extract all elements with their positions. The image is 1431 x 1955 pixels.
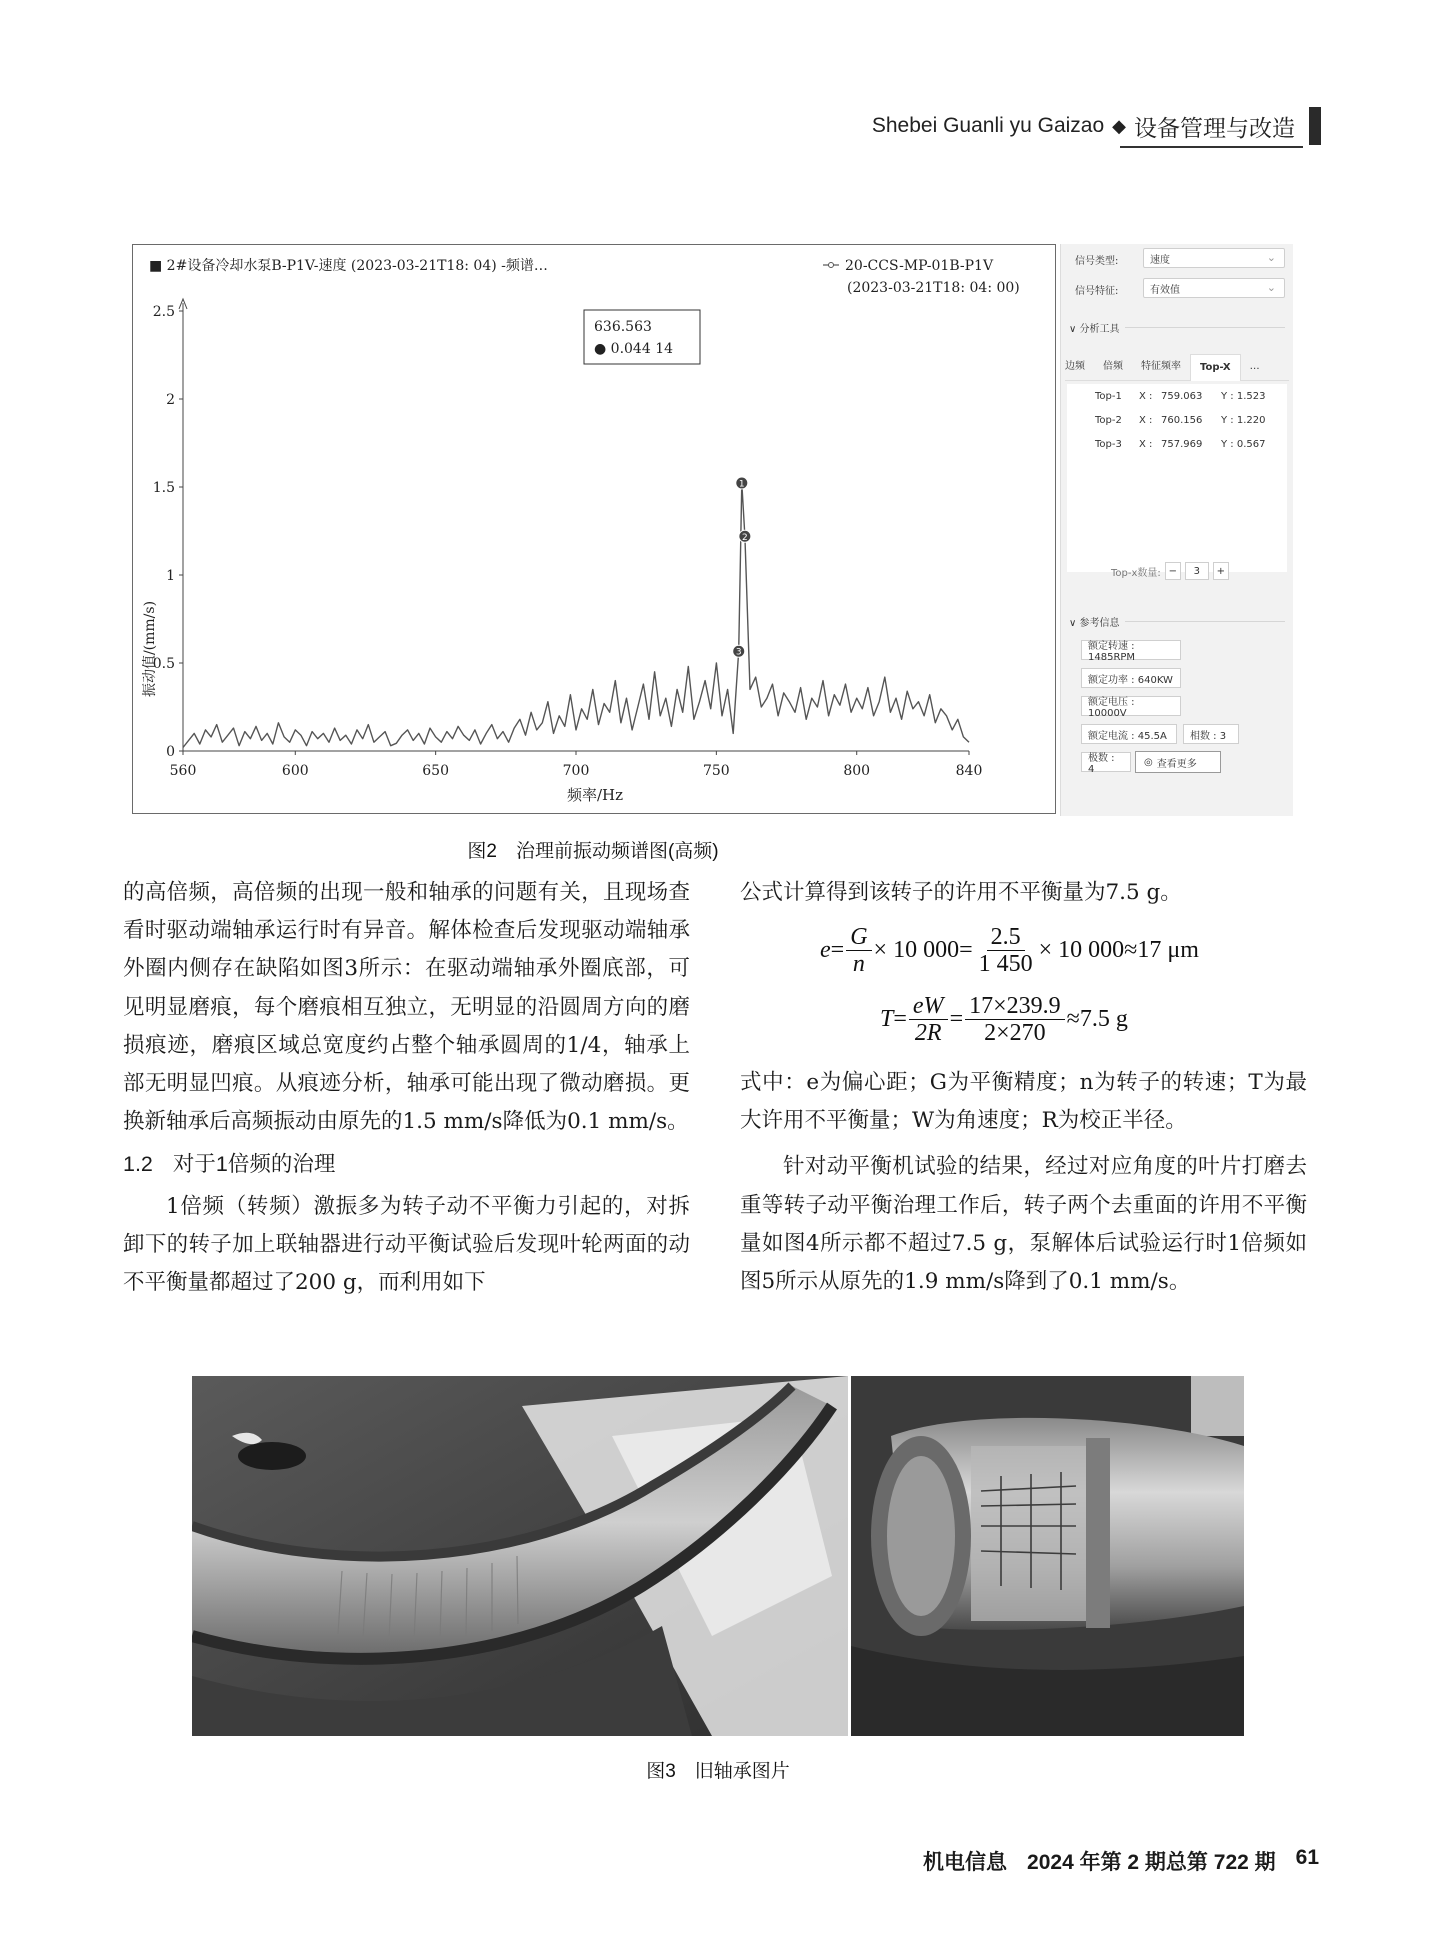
y-tick-label: 2 [166, 392, 175, 408]
tab-harmonic[interactable]: 倍频 [1103, 361, 1123, 372]
rated-speed-text: 额定转速 : 1485RPM [1088, 641, 1136, 663]
right-paragraph-3: 针对动平衡机试验的结果，经过对应角度的叶片打磨去重等转子动平衡治理工作后，转子两个去重面的许用不平衡量如图4所示都不超过7.5 g，泵解体后试验运行时1倍频如图5所示从原先的1.9 mm/s降到了0.1 mm/s。 [740, 1154, 1307, 1295]
chart-x-axis-label: 频率/Hz [566, 786, 624, 804]
phases-text: 相数 : 3 [1190, 730, 1227, 742]
analysis-tools-label: 分析工具 [1079, 324, 1120, 335]
figure-2-caption: 图2 治理前振动频谱图(高频) [467, 841, 719, 862]
tooltip-x-value: 636.563 [594, 319, 652, 335]
view-more-label: 查看更多 [1156, 758, 1197, 770]
y-tick-label: 0.5 [152, 656, 175, 672]
analysis-tools-section[interactable] [1069, 320, 1120, 335]
formula2-eq1: = [893, 1006, 907, 1032]
top-x-label: X : [1139, 415, 1153, 426]
signal-feature-select[interactable] [1143, 278, 1285, 298]
right-column-body [740, 1064, 1307, 1301]
old-bearing-shaft-photo [851, 1376, 1244, 1736]
spectrum-chart [133, 245, 1055, 813]
formula-allowable-unbalance [880, 993, 1128, 1046]
peak-marker-label: 1 [738, 479, 745, 490]
rated-current-badge [1081, 724, 1177, 744]
formula2-frac1-num: eW [909, 993, 948, 1020]
issue-info: 2024 年第 2 期总第 722 期 [1027, 1851, 1276, 1874]
x-tick-label: 700 [562, 763, 590, 779]
top-y-value: Y : 1.220 [1221, 415, 1266, 426]
rated-voltage-text: 额定电压 : 10000V [1088, 697, 1135, 719]
left-paragraph-1: 的高倍频，高倍频的出现一般和轴承的问题有关，且现场查看时驱动端轴承运行时有异音。解体检查后发现驱动端轴承外圈内侧存在缺陷如图3所示：在驱动端轴承外圈底部，可见明显磨痕，每个磨痕相互独立，无明显的沿圆周方向的磨损痕迹，磨痕区域总宽度约占整个轴承圆周的1/4，轴承上部无明显凹痕。从痕迹分析，轴承可能出现了微动磨损。更换新轴承后高频振动由原先的1.5 mm/s降低为0.1 mm/s。 [123, 880, 690, 1135]
tab-sideband[interactable]: 边频 [1065, 361, 1085, 372]
header-separator: ◆ [1112, 115, 1126, 136]
tab-more[interactable]: … [1249, 361, 1260, 372]
right-paragraph-2: 式中：e为偏心距；G为平衡精度；n为转子的转速；T为最大许用不平衡量；W为角速度；R为校正半径。 [740, 1070, 1307, 1134]
old-bearing-outer-ring-photo [192, 1376, 848, 1736]
formula2-rhs: ≈7.5 g [1066, 1006, 1128, 1032]
top-x-value: 757.969 [1161, 439, 1203, 450]
signal-type-label: 信号类型: [1075, 256, 1119, 267]
top-x-list [1067, 384, 1287, 572]
decrement-button[interactable]: − [1165, 562, 1181, 580]
tab-feature-frequency[interactable]: 特征频率 [1141, 361, 1181, 372]
left-paragraph-2: 1倍频（转频）激振多为转子动不平衡力引起的，对拆卸下的转子加上联轴器进行动平衡试验后发现叶轮两面的动不平衡量都超过了200 g，而利用如下 [123, 1193, 690, 1296]
view-more-button[interactable] [1135, 751, 1221, 773]
peak-marker-label: 2 [741, 532, 748, 543]
y-tick-label: 1 [166, 568, 175, 584]
phases-badge [1183, 724, 1239, 744]
chevron-down-icon: ∨ [1069, 324, 1080, 335]
eye-icon: ◎ [1144, 756, 1153, 768]
chart-tooltip [584, 310, 700, 364]
right-paragraph-1: 公式计算得到该转子的许用不平衡量为7.5 g。 [740, 880, 1182, 905]
formula2-lhs: T [880, 1006, 894, 1032]
legend-line-icon [823, 263, 839, 268]
section-title: 对于1倍频的治理 [172, 1152, 336, 1177]
header-rule [1120, 146, 1303, 148]
rated-power-badge [1081, 668, 1181, 688]
x-tick-label: 840 [955, 763, 983, 779]
formula1-frac2-den: 1 450 [978, 951, 1033, 977]
x-tick-label: 800 [843, 763, 871, 779]
header-pinyin-title: Shebei Guanli yu Gaizao [871, 114, 1105, 137]
x-tick-label: 600 [281, 763, 309, 779]
chevron-down-icon: ⌄ [1266, 251, 1276, 264]
signal-type-value: 速度 [1150, 254, 1170, 266]
formula1-frac1-num: G [846, 924, 871, 951]
signal-type-row [1075, 252, 1118, 267]
rated-speed-badge [1081, 640, 1181, 663]
running-header [872, 108, 1321, 144]
analysis-tabs [1065, 354, 1289, 381]
chart-legend-right-line1: 20-CCS-MP-01B-P1V [845, 258, 994, 274]
top-name: Top-1 [1095, 391, 1122, 402]
signal-feature-value: 有效值 [1150, 284, 1180, 296]
list-item[interactable] [1067, 410, 1287, 432]
top-x-count-stepper [1111, 562, 1229, 580]
top-x-count-label: Top-x数量: [1111, 567, 1161, 579]
formula1-frac1 [846, 924, 871, 977]
tab-top-x[interactable]: Top-X [1190, 354, 1241, 381]
right-column-intro [740, 874, 1307, 912]
top-name: Top-2 [1095, 415, 1122, 426]
formula1-mid: × 10 000= [873, 937, 973, 963]
formula2-frac1 [909, 993, 948, 1046]
top-x-value: 759.063 [1161, 391, 1203, 402]
rated-voltage-badge [1081, 696, 1181, 719]
reference-info-label: 参考信息 [1079, 618, 1120, 629]
increment-button[interactable]: + [1213, 562, 1229, 580]
figure-3-caption: 图3 旧轴承图片 [646, 1761, 790, 1782]
left-column [123, 874, 690, 1302]
chart-legend-right-line2: (2023-03-21T18: 04: 00) [847, 280, 1020, 296]
header-column-title: 设备管理与改造 [1134, 114, 1295, 141]
top-x-value: 760.156 [1161, 415, 1203, 426]
formula2-eq2: = [949, 1006, 964, 1032]
formula1-rhs: × 10 000≈17 μm [1038, 937, 1199, 963]
bearing-ring-image [192, 1376, 848, 1736]
formula1-frac2-num: 2.5 [987, 924, 1025, 951]
page-footer [923, 1846, 1319, 1876]
tooltip-y-value: ● 0.044 14 [594, 341, 674, 357]
header-block-bar [1309, 107, 1321, 145]
top-y-value: Y : 0.567 [1221, 439, 1266, 450]
top-x-label: X : [1139, 391, 1153, 402]
top-name: Top-3 [1095, 439, 1122, 450]
y-tick-label: 1.5 [152, 480, 175, 496]
y-tick-label: 0 [166, 744, 175, 760]
formula2-frac2-num: 17×239.9 [965, 993, 1065, 1020]
section-number: 1.2 [123, 1152, 153, 1177]
top-y-value: Y : 1.523 [1221, 391, 1266, 402]
analysis-side-panel [1060, 244, 1293, 816]
top-x-count-value[interactable]: 3 [1185, 562, 1209, 580]
poles-text: 极数 : 4 [1088, 753, 1115, 775]
rated-power-text: 额定功率 : 640KW [1088, 674, 1173, 686]
chart-legend-left: ■ 2#设备冷却水泵B-P1V-速度 (2023-03-21T18: 04) -频谱… [149, 258, 548, 274]
x-tick-label: 560 [169, 763, 197, 779]
formula2-frac1-den: 2R [914, 1020, 942, 1046]
section-heading-1-2 [123, 1145, 690, 1183]
signal-feature-label: 信号特征: [1075, 286, 1119, 297]
chart-y-axis-label: 振动值/(mm/s) [142, 600, 158, 698]
formula2-frac2-den: 2×270 [984, 1020, 1046, 1046]
chevron-down-icon: ⌄ [1266, 281, 1276, 294]
page-number: 61 [1295, 1846, 1319, 1869]
signal-type-select[interactable] [1143, 248, 1285, 268]
signal-feature-row [1075, 282, 1118, 297]
formula1-frac1-den: n [852, 951, 865, 977]
formula1-eq: = [830, 937, 845, 963]
top-x-label: X : [1139, 439, 1153, 450]
reference-info-section[interactable] [1069, 614, 1120, 629]
poles-badge [1081, 752, 1131, 775]
bearing-shaft-image [851, 1376, 1244, 1736]
journal-name: 机电信息 [923, 1851, 1008, 1874]
peak-marker-label: 3 [735, 647, 742, 658]
x-tick-label: 750 [702, 763, 730, 779]
figure-2-chart-frame [132, 244, 1056, 814]
list-item[interactable] [1067, 386, 1287, 408]
chevron-down-icon: ∨ [1069, 618, 1080, 629]
spectrum-series-line [183, 483, 969, 748]
formula1-frac2 [975, 924, 1037, 977]
formula1-lhs: e [820, 937, 831, 963]
y-tick-label: 2.5 [152, 304, 175, 320]
list-item[interactable] [1067, 434, 1287, 456]
formula-eccentricity [820, 924, 1199, 977]
x-tick-label: 650 [422, 763, 450, 779]
rated-current-text: 额定电流 : 45.5A [1088, 730, 1167, 742]
formula2-frac2 [965, 993, 1065, 1046]
